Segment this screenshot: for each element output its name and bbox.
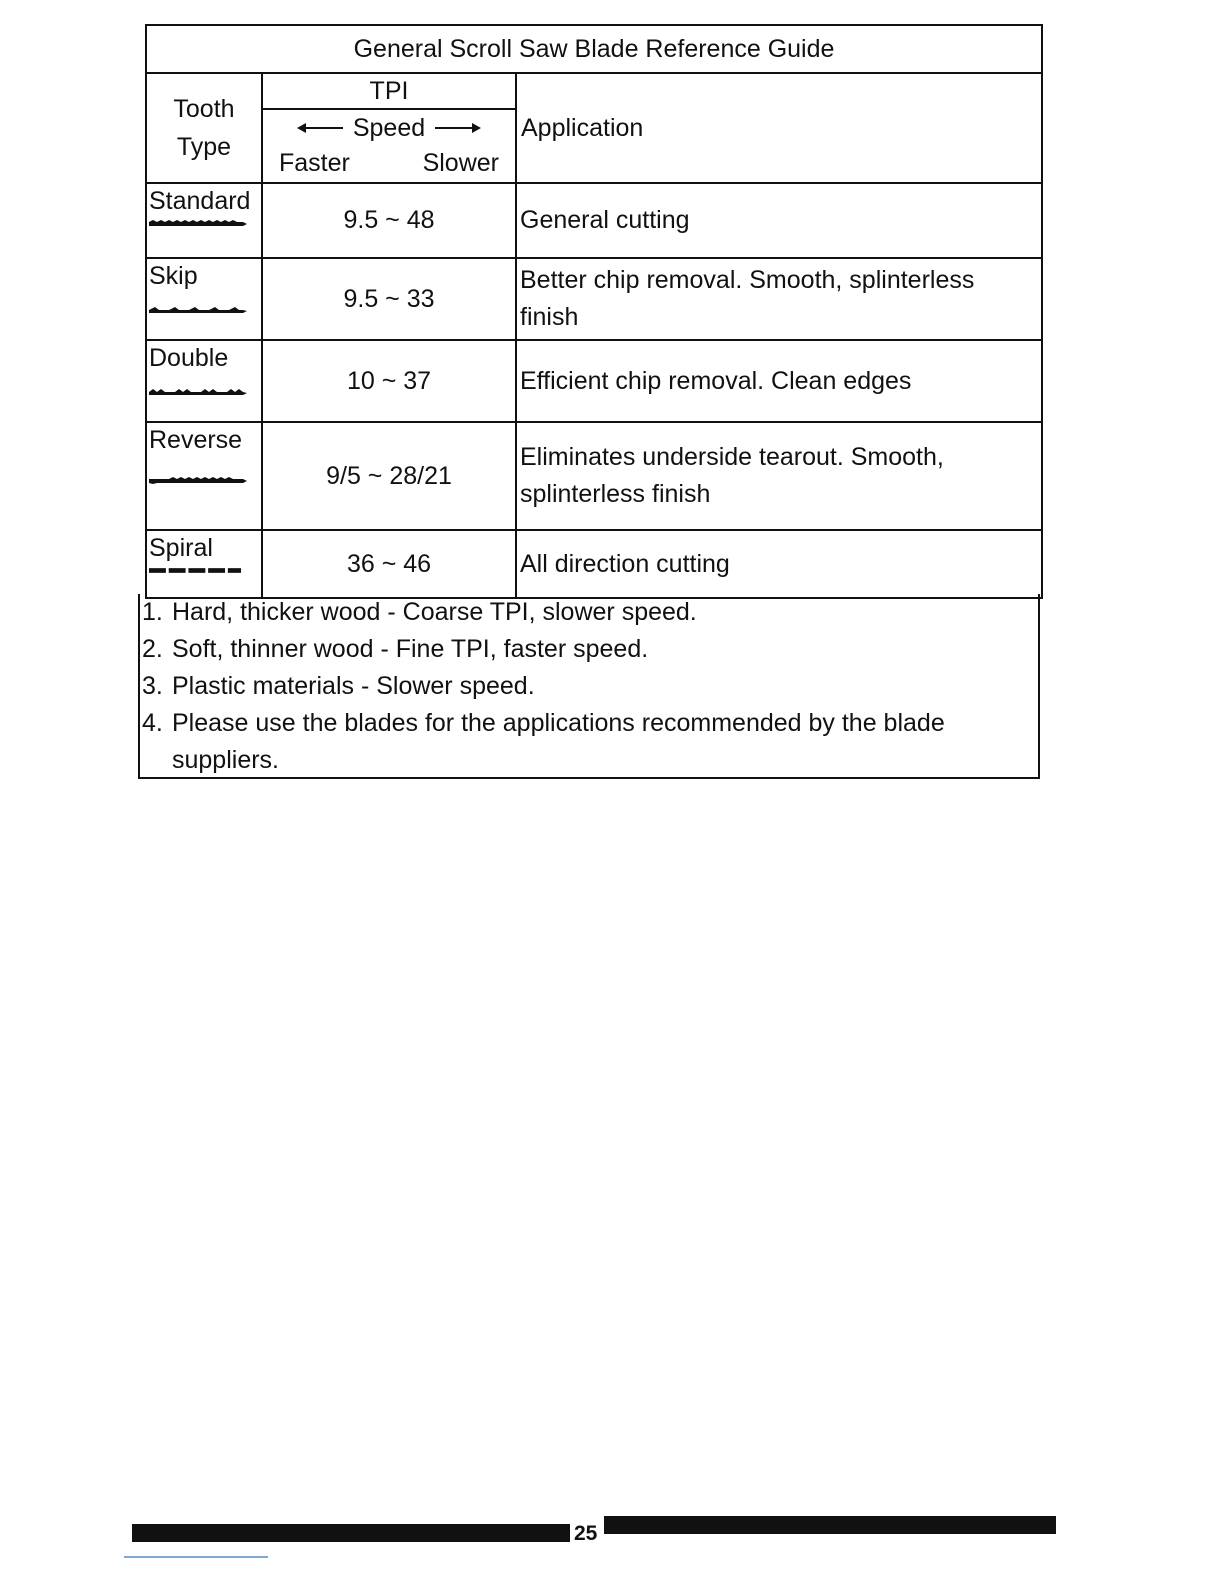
- note-item: [140, 631, 1038, 668]
- speed-line: [263, 110, 515, 146]
- tooth-type-cell: [146, 258, 262, 340]
- tooth-type-name: Reverse: [149, 426, 243, 454]
- right-arrow-icon: [435, 127, 479, 129]
- note-text: Plastic materials - Slower speed.: [172, 672, 535, 700]
- double-blade-icon: [149, 389, 247, 396]
- tooth-type-name: Spiral: [149, 534, 213, 562]
- note-number: 1.: [142, 598, 163, 626]
- scan-artifact-line: [124, 1556, 268, 1558]
- application-cell: All direction cutting: [516, 530, 1042, 598]
- blade-reference-table: [145, 24, 1043, 599]
- application-cell: General cutting: [516, 183, 1042, 258]
- note-text: Soft, thinner wood - Fine TPI, faster speed.: [172, 635, 649, 663]
- header-row: [146, 73, 1042, 183]
- tpi-cell: 10 ~ 37: [262, 340, 516, 422]
- spiral-blade-icon: [149, 567, 241, 574]
- tooth-type-cell: [146, 530, 262, 598]
- note-item: [140, 705, 1038, 779]
- application-cell: [516, 422, 1042, 530]
- tpi-cell: 9.5 ~ 33: [262, 258, 516, 340]
- note-item: [140, 594, 1038, 631]
- note-number: 3.: [142, 672, 163, 700]
- tpi-cell: 9.5 ~ 48: [262, 183, 516, 258]
- note-text: Hard, thicker wood - Coarse TPI, slower speed.: [172, 598, 697, 626]
- page-number: 25: [574, 1522, 598, 1545]
- footer-bar-right: [604, 1516, 1056, 1534]
- application-header: Application: [516, 73, 1042, 183]
- left-arrow-icon: [299, 127, 343, 129]
- tooth-type-header-line1: Tooth: [173, 95, 235, 123]
- speed-label: Speed: [352, 113, 426, 142]
- tooth-type-header-line2: Type: [176, 133, 232, 161]
- footer-bar-left: [132, 1524, 570, 1542]
- speed-range: [263, 146, 515, 182]
- skip-blade-icon: [149, 307, 247, 314]
- tooth-type-cell: [146, 340, 262, 422]
- tooth-type-cell: [146, 183, 262, 258]
- tooth-type-name: Skip: [149, 262, 198, 290]
- application-line1: Eliminates underside tearout. Smooth,: [520, 443, 944, 471]
- application-cell: Better chip removal. Smooth, splinterless finish: [516, 258, 1042, 340]
- note-number: 4.: [142, 709, 163, 737]
- tpi-header: [262, 73, 516, 183]
- table-row: [146, 530, 1042, 598]
- slower-label: Slower: [422, 149, 499, 177]
- tooth-type-name: Standard: [149, 187, 251, 215]
- tpi-cell: 9/5 ~ 28/21: [262, 422, 516, 530]
- table-row: [146, 183, 1042, 258]
- notes-box: [138, 594, 1040, 779]
- note-number: 2.: [142, 635, 163, 663]
- title-row: [146, 25, 1042, 73]
- tooth-type-name: Double: [149, 344, 229, 372]
- note-text-line2: suppliers.: [172, 746, 279, 774]
- tpi-label: TPI: [263, 74, 515, 110]
- application-line2: splinterless finish: [520, 480, 711, 508]
- note-text-line1: Please use the blades for the applications recommended by the blade: [172, 709, 945, 737]
- application-cell: Efficient chip removal. Clean edges: [516, 340, 1042, 422]
- note-item: [140, 668, 1038, 705]
- faster-label: Faster: [279, 149, 350, 177]
- table-row: [146, 422, 1042, 530]
- tpi-cell: 36 ~ 46: [262, 530, 516, 598]
- tooth-type-cell: [146, 422, 262, 530]
- table-row: [146, 258, 1042, 340]
- standard-blade-icon: [149, 220, 247, 227]
- reverse-blade-icon: [149, 477, 247, 484]
- table-row: [146, 340, 1042, 422]
- tooth-type-header: [146, 73, 262, 183]
- table-title: General Scroll Saw Blade Reference Guide: [146, 25, 1042, 73]
